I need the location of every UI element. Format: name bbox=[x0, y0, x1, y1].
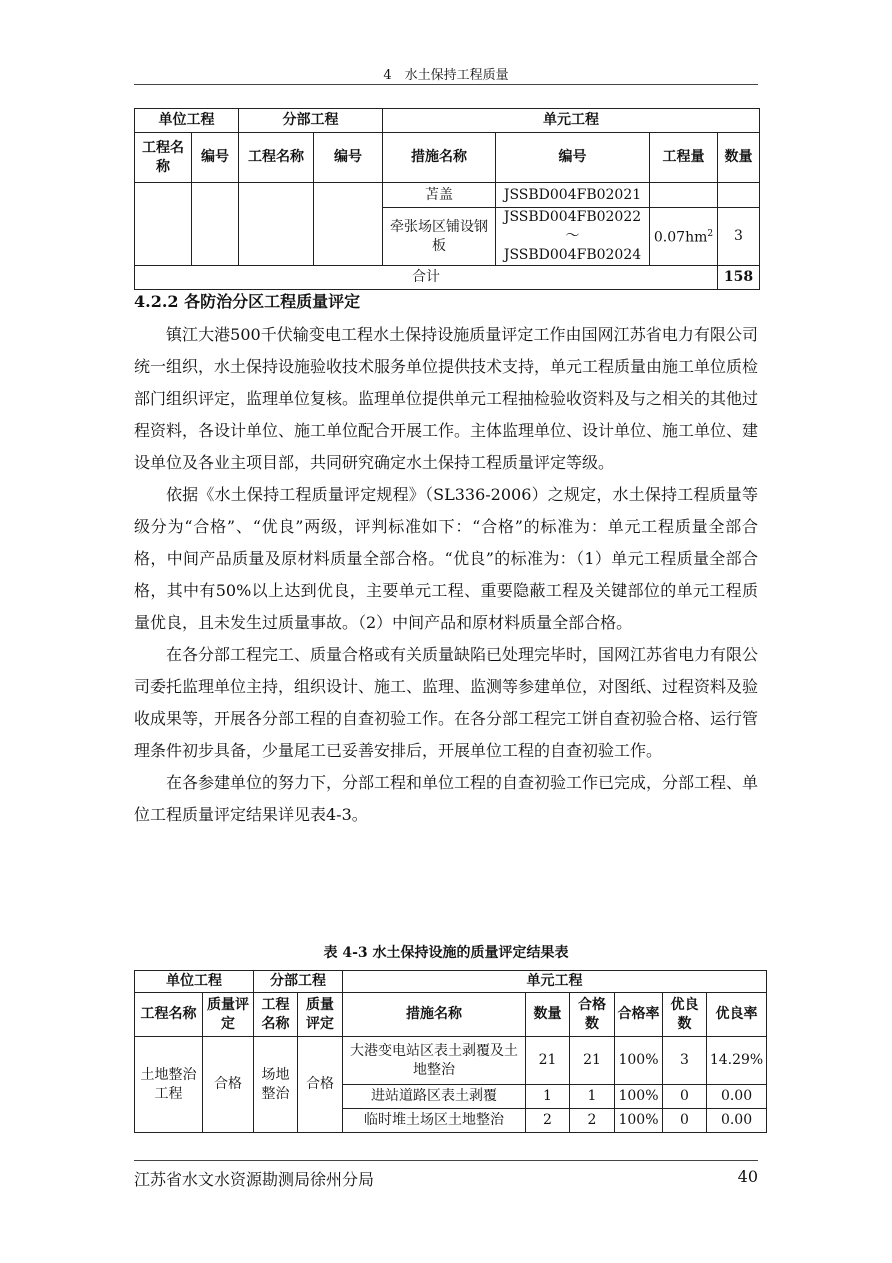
group-header: 分部工程 bbox=[254, 971, 343, 993]
page-header: 4 水土保持工程质量 bbox=[134, 64, 758, 85]
count-cell: 1 bbox=[526, 1085, 570, 1109]
page-number: 40 bbox=[737, 1167, 758, 1186]
table-row bbox=[135, 1037, 767, 1085]
excellent-cell: 3 bbox=[663, 1037, 707, 1085]
group-header: 单位工程 bbox=[135, 109, 239, 133]
group-header: 分部工程 bbox=[239, 109, 383, 133]
count-cell: 2 bbox=[526, 1109, 570, 1133]
excellent-cell: 0 bbox=[663, 1109, 707, 1133]
column-header: 工程名称 bbox=[254, 993, 298, 1037]
pass-rate-cell: 100% bbox=[615, 1109, 663, 1133]
group-header: 单元工程 bbox=[343, 971, 767, 993]
table-unit-works-continued bbox=[134, 108, 760, 290]
paragraph: 在各参建单位的努力下，分部工程和单位工程的自查初验工作已完成，分部工程、单位工程质量评定结果详见表4-3。 bbox=[134, 773, 759, 824]
excellent-rate-cell: 14.29% bbox=[707, 1037, 767, 1085]
column-header: 工程名称 bbox=[135, 993, 203, 1037]
measure-cell: 苫盖 bbox=[383, 183, 496, 208]
footer-organization: 江苏省水文水资源勘测局徐州分局 bbox=[134, 1170, 375, 1189]
unit-name-cell: 土地整治工程 bbox=[135, 1037, 203, 1133]
column-header: 质量评定 bbox=[203, 993, 254, 1037]
code-cell: JSSBD004FB02022～JSSBD004FB02024 bbox=[496, 208, 650, 266]
pass-rate-cell: 100% bbox=[615, 1085, 663, 1109]
section-title: 4.2.2 各防治分区工程质量评定 bbox=[134, 292, 361, 311]
column-header: 数量 bbox=[526, 993, 570, 1037]
column-header: 质量评定 bbox=[298, 993, 343, 1037]
paragraph: 依据《水土保持工程质量评定规程》（SL336-2006）之规定，水土保持工程质量等级分为“合格”、“优良”两级，评判标准如下：“合格”的标准为：单元工程质量全部合格，中间产品质量及原材料质量全部合格。“优良”的标准为：（1）单元工程质量全部合格，其中有50%以上达到优良，主要单元工程、重要隐蔽工程及关键部位的单元工程质量优良，且未发生过质量事故。（2）中间产品和原材料质量全部合格。 bbox=[134, 485, 758, 632]
group-header: 单元工程 bbox=[383, 109, 760, 133]
measure-cell: 牵张场区铺设钢板 bbox=[383, 208, 496, 266]
column-header: 措施名称 bbox=[383, 133, 496, 183]
excellent-rate-cell: 0.00 bbox=[707, 1085, 767, 1109]
part-grade-cell: 合格 bbox=[298, 1037, 343, 1133]
column-header: 优良率 bbox=[707, 993, 767, 1037]
total-value: 158 bbox=[718, 266, 760, 290]
column-header: 数量 bbox=[718, 133, 760, 183]
column-header: 工程名称 bbox=[135, 133, 192, 183]
quantity-cell: $0.07hm^2$ bbox=[650, 208, 718, 266]
paragraph: 在各分部工程完工、质量合格或有关质量缺陷已处理完毕时，国网江苏省电力有限公司委托监理单位主持，组织设计、施工、监理、监测等参建单位，对图纸、过程资料及验收成果等，开展各分部工程的自查初验工作。在各分部工程完工饼自查初验合格、运行管理条件初步具备，少量尾工已妥善安排后，开展单位工程的自查初验工作。 bbox=[134, 645, 759, 760]
table-caption: 表 4-3 水土保持设施的质量评定结果表 bbox=[323, 945, 569, 961]
pass-cell: 21 bbox=[570, 1037, 615, 1085]
column-header: 编号 bbox=[314, 133, 383, 183]
pass-cell: 2 bbox=[570, 1109, 615, 1133]
pass-cell: 1 bbox=[570, 1085, 615, 1109]
count-cell: 3 bbox=[718, 208, 760, 266]
column-header: 措施名称 bbox=[343, 993, 526, 1037]
measure-cell: 大港变电站区表土剥覆及土地整治 bbox=[343, 1037, 526, 1085]
body-text bbox=[134, 319, 758, 831]
column-header: 合格率 bbox=[615, 993, 663, 1037]
unit-grade-cell: 合格 bbox=[203, 1037, 254, 1133]
column-header: 优良数 bbox=[663, 993, 707, 1037]
column-header: 工程名称 bbox=[239, 133, 314, 183]
total-label: 合计 bbox=[135, 266, 718, 290]
table-quality-assessment bbox=[134, 970, 767, 1133]
part-name-cell: 场地整治 bbox=[254, 1037, 298, 1133]
excellent-cell: 0 bbox=[663, 1085, 707, 1109]
pass-rate-cell: 100% bbox=[615, 1037, 663, 1085]
count-cell: 21 bbox=[526, 1037, 570, 1085]
column-header: 编号 bbox=[496, 133, 650, 183]
paragraph: 镇江大港500千伏输变电工程水土保持设施质量评定工作由国网江苏省电力有限公司统一组织，水土保持设施验收技术服务单位提供技术支持，单元工程质量由施工单位质检部门组织评定，监理单位复核。监理单位提供单元工程抽检验收资料及与之相关的其他过程资料，各设计单位、施工单位配合开展工作。主体监理单位、设计单位、施工单位、建设单位及各业主项目部，共同研究确定水土保持工程质量评定等级。 bbox=[134, 325, 759, 472]
column-header: 合格数 bbox=[570, 993, 615, 1037]
code-cell: JSSBD004FB02021 bbox=[496, 183, 650, 208]
page-footer bbox=[134, 1160, 758, 1190]
column-header: 编号 bbox=[192, 133, 239, 183]
measure-cell: 临时堆土场区土地整治 bbox=[343, 1109, 526, 1133]
measure-cell: 进站道路区表土剥覆 bbox=[343, 1085, 526, 1109]
total-row bbox=[135, 266, 760, 290]
table-row bbox=[135, 183, 760, 208]
excellent-rate-cell: 0.00 bbox=[707, 1109, 767, 1133]
column-header: 工程量 bbox=[650, 133, 718, 183]
group-header: 单位工程 bbox=[135, 971, 254, 993]
